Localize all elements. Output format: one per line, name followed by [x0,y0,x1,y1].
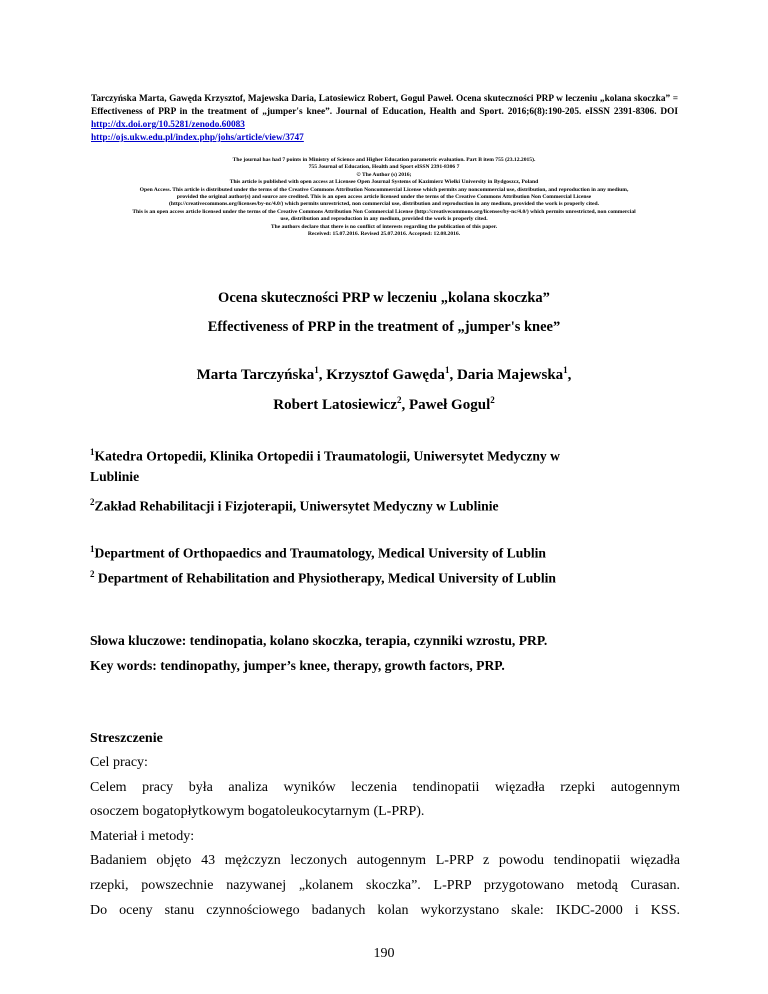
methods-text-line: rzepki, powszechnie nazywanej „kolanem skoczka”. L-PRP przygotowano metodą Curasan. [90,877,680,893]
affiliation-pl-1-cont [90,465,680,489]
affiliation-en-2 [90,562,680,591]
author-affiliation-mark: 2 [490,395,495,405]
affiliation-text: Zakład Rehabilitacji i Fizjoterapii, Uniwersytet Medyczny w Lublinie [94,498,499,514]
article-url-link[interactable]: http://ojs.ukw.edu.pl/index.php/johs/article/view/3747 [91,133,304,143]
license-line: 755 Journal of Education, Health and Sport eISSN 2391-8306 7 [308,164,460,171]
author-name: Krzysztof Gawęda [326,367,445,383]
author-affiliation-mark: 1 [314,365,319,375]
affiliation-number: 2 [90,497,95,507]
keywords-polish: Słowa kluczowe: tendinopatia, kolano skoczka, terapia, czynniki wzrostu, PRP. [90,633,548,648]
title-polish: Ocena skuteczności PRP w leczeniu „kolana skoczka” [218,290,550,306]
affiliation-number: 1 [90,544,95,554]
citation-block [91,93,678,145]
license-line: The journal has had 7 points in Ministry of Science and Higher Education parametric evaluation. Part B item 755 (23.12.2015). [232,157,536,163]
aim-text-line: Celem pracy była analiza wyników leczenia tendinopatii więzadła rzepki autogennym [90,779,680,795]
keywords-english: Key words: tendinopathy, jumper’s knee, therapy, growth factors, PRP. [90,658,505,673]
license-line: The authors declare that there is no conflict of interests regarding the publication of this paper. [270,223,498,230]
page-number: 190 [373,946,395,961]
license-line: (http://creativecommons.org/licenses/by-nc/4.0/) which permits unrestricted, non commercial use, distribution and reproduction in any medium, provided the work is properly cited. [169,201,599,208]
author-name: Robert Latosiewicz [273,397,397,413]
license-line: Open Access. This article is distributed under the terms of the Creative Commons Attribution Noncommercial License which permits any noncommercial use, distribution, and reproduction in any medium, [139,186,629,193]
affiliation-text: Department of Orthopaedics and Traumatology, Medical University of Lublin [94,545,546,561]
affiliation-text: Lublinie [90,469,140,484]
author-name: Daria Majewska [456,367,564,383]
affiliation-text: Department of Rehabilitation and Physiotherapy, Medical University of Lublin [94,570,556,586]
license-line: This is an open access article licensed under the terms of the Creative Commons Attribution Non Commercial License (http://creativecommons.org/licenses/by-nc/4.0/) which permits unrestricted, non commercial [132,208,636,215]
abstract-heading: Streszczenie [90,731,163,746]
affiliation-number: 2 [90,569,95,579]
license-line: Received: 15.07.2016. Revised 25.07.2016. Accepted: 12.08.2016. [307,231,461,238]
author-name: Marta Tarczyńska [196,367,315,383]
license-notice [60,157,708,238]
author-affiliation-mark: 1 [444,365,450,375]
license-line: © The Author (s) 2016; [356,171,412,178]
citation-text: Tarczyńska Marta, Gawęda Krzysztof, Majewska Daria, Latosiewicz Robert, Gogul Paweł. Ocena skuteczności PRP w leczeniu „kolana skoczka” = Effectiveness of PRP in the treatment of „jumper's knee”. Journal of Education, Health and Sport. 2016;6(8):190-205. eISSN 2391-8306. DOI [91,94,678,117]
author-affiliation-mark: 2 [396,395,402,405]
affiliation-text: Katedra Ortopedii, Klinika Ortopedii i Traumatologii, Uniwersytet Medyczny w [94,448,560,464]
methods-text-line: Do oceny stanu czynnościowego badanych kolan wykorzystano skale: IKDC-2000 i KSS. [90,902,680,918]
authors-line-2: Robert Latosiewicz$^2$, Paweł Gogul$^2$ [273,395,495,413]
doi-link[interactable]: http://dx.doi.org/10.5281/zenodo.60083 [91,120,245,130]
license-line: provided the original author(s) and source are credited. This is an open access article licensed under the terms of the Creative Commons Attribution Non Commercial License [176,194,592,201]
methods-text-line: Badaniem objęto 43 mężczyzn leczonych autogennym L-PRP z powodu tendinopatii więzadła [90,853,680,869]
license-line: This article is published with open access at Licensee Open Journal Systems of Kazimierz Wielki University in Bydgoszcz, Poland [229,179,539,186]
author-name: Paweł Gogul [408,397,491,413]
authors-line-1: Marta Tarczyńska$^1$, Krzysztof Gawęda$^1$, Daria Majewska$^1$, [196,365,572,383]
affiliation-pl-2 [90,490,680,519]
author-affiliation-mark: 1 [563,365,568,375]
methods-label: Materiał i metody: [90,828,195,844]
affiliation-number: 1 [90,447,95,457]
abstract-body [90,751,680,923]
license-line: use, distribution and reproduction in any medium, provided the work is properly cited. [280,216,488,223]
title-english: Effectiveness of PRP in the treatment of „jumper's knee” [207,319,561,335]
aim-text-line: osoczem bogatopłytkowym bogatoleukocytarnym (L-PRP). [90,804,425,820]
aim-label: Cel pracy: [90,755,148,770]
